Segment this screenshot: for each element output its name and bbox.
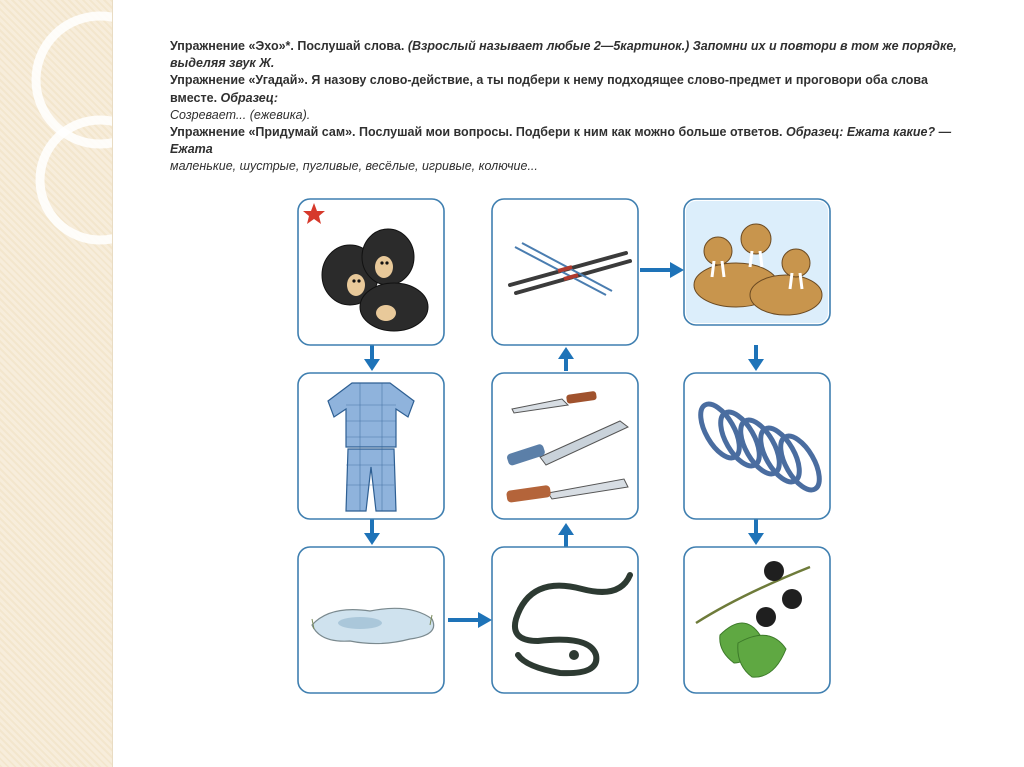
guess-paragraph (170, 72, 990, 124)
invent-title: Упражнение «Придумай сам». (170, 125, 356, 140)
guess-title: Упражнение «Угадай». (170, 73, 308, 88)
echo-note: (Взрослый называет любые 2—5картинок.) Запомни их и повтори в том же порядке, (407, 39, 957, 53)
invent-paragraph (170, 124, 990, 176)
card-hedgehogs (298, 199, 444, 345)
invent-instruction: Послушай мои вопросы. Подбери к ним как можно больше ответов. (359, 125, 783, 140)
invent-answers: маленькие, шустрые, пугливые, весёлые, игривые, колючие... (170, 159, 538, 174)
echo-paragraph (170, 38, 990, 72)
invent-sample: Образец: Ежата какие? — (785, 125, 952, 140)
picture-path-grid (290, 195, 850, 705)
card-spring (684, 373, 830, 519)
guess-instruction: Я назову слово-действие, а ты подбери к нему подходящее слово-предмет и проговори оба слова (311, 73, 928, 88)
invent-sample-cont: Ежата (170, 142, 213, 157)
card-snake (492, 547, 638, 693)
card-blackberry (684, 547, 830, 693)
card-skis (492, 199, 638, 345)
card-puddle (298, 547, 444, 693)
echo-instruction: Послушай слова. (297, 39, 405, 53)
echo-note-cont: выделяя звук Ж. (170, 56, 275, 71)
decorative-rings (0, 0, 112, 767)
guess-sample-label: Образец: (220, 90, 278, 105)
guess-sample: Созревает... (ежевика). (170, 107, 311, 122)
card-knives (492, 373, 638, 519)
guess-instruction-cont: вместе. (170, 90, 218, 105)
card-walruses (684, 199, 830, 325)
echo-title: Упражнение «Эхо»*. (170, 39, 294, 53)
card-pajamas (298, 373, 444, 519)
exercise-text (170, 38, 990, 176)
